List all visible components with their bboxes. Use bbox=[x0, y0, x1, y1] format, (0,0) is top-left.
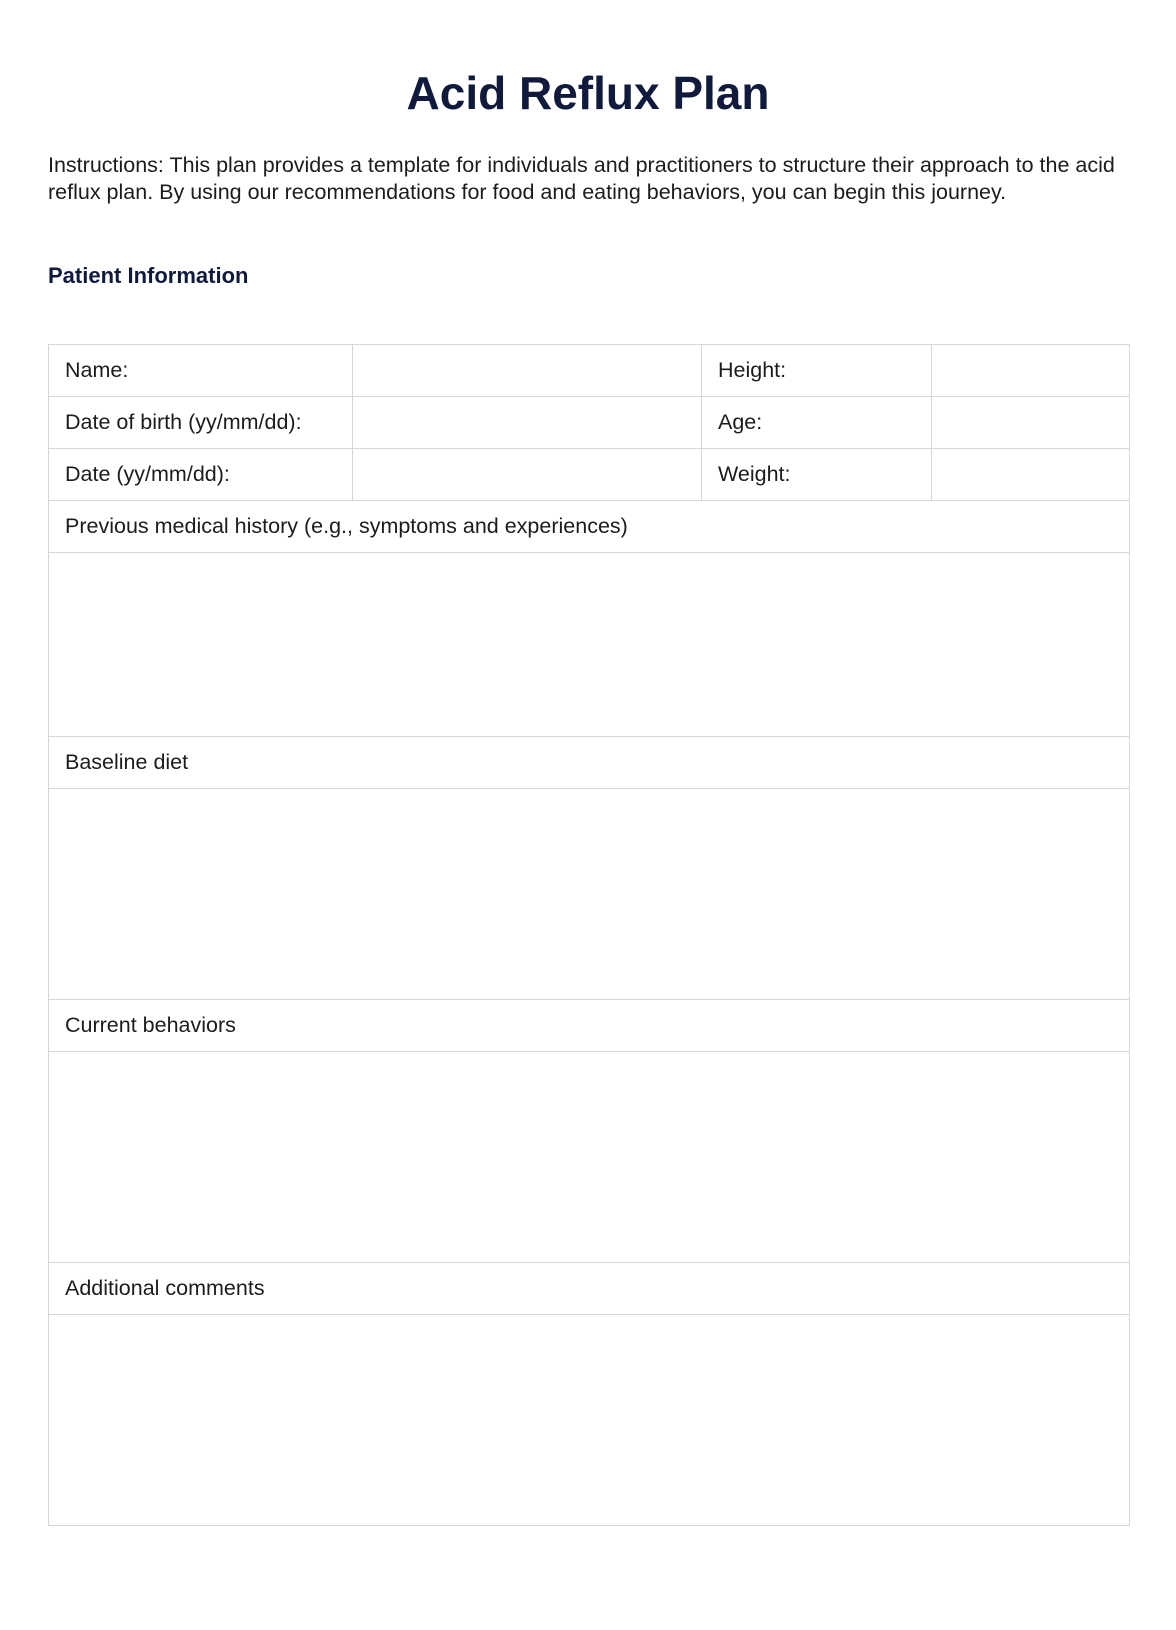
table-row bbox=[49, 1052, 1130, 1263]
weight-label: Weight: bbox=[702, 449, 932, 501]
dob-label: Date of birth (yy/mm/dd): bbox=[49, 397, 353, 449]
height-label: Height: bbox=[702, 345, 932, 397]
additional-comments-label: Additional comments bbox=[49, 1263, 1130, 1315]
age-field[interactable] bbox=[932, 397, 1130, 449]
patient-information-table bbox=[48, 344, 1130, 1526]
baseline-diet-field[interactable] bbox=[49, 789, 1130, 1000]
instructions-text: Instructions: This plan provides a template for individuals and practitioners to structure their approach to the acid reflux plan. By using our recommendations for food and eating behaviors, you can begin this journey. bbox=[48, 153, 1115, 204]
name-label: Name: bbox=[49, 345, 353, 397]
medical-history-field[interactable] bbox=[49, 553, 1130, 737]
dob-field[interactable] bbox=[353, 397, 702, 449]
weight-field[interactable] bbox=[932, 449, 1130, 501]
medical-history-label: Previous medical history (e.g., symptoms and experiences) bbox=[49, 501, 1130, 553]
page-title: Acid Reflux Plan bbox=[406, 67, 770, 119]
patient-information-heading: Patient Information bbox=[48, 263, 249, 288]
table-row bbox=[49, 345, 1130, 397]
height-field[interactable] bbox=[932, 345, 1130, 397]
baseline-diet-label: Baseline diet bbox=[49, 737, 1130, 789]
date-label: Date (yy/mm/dd): bbox=[49, 449, 353, 501]
date-field[interactable] bbox=[353, 449, 702, 501]
additional-comments-field[interactable] bbox=[49, 1315, 1130, 1526]
name-field[interactable] bbox=[353, 345, 702, 397]
table-row bbox=[49, 449, 1130, 501]
table-row bbox=[49, 737, 1130, 789]
table-row bbox=[49, 553, 1130, 737]
table-row bbox=[49, 789, 1130, 1000]
table-row bbox=[49, 1263, 1130, 1315]
current-behaviors-field[interactable] bbox=[49, 1052, 1130, 1263]
table-row bbox=[49, 501, 1130, 553]
current-behaviors-label: Current behaviors bbox=[49, 1000, 1130, 1052]
age-label: Age: bbox=[702, 397, 932, 449]
table-row bbox=[49, 1315, 1130, 1526]
table-row bbox=[49, 1000, 1130, 1052]
table-row bbox=[49, 397, 1130, 449]
